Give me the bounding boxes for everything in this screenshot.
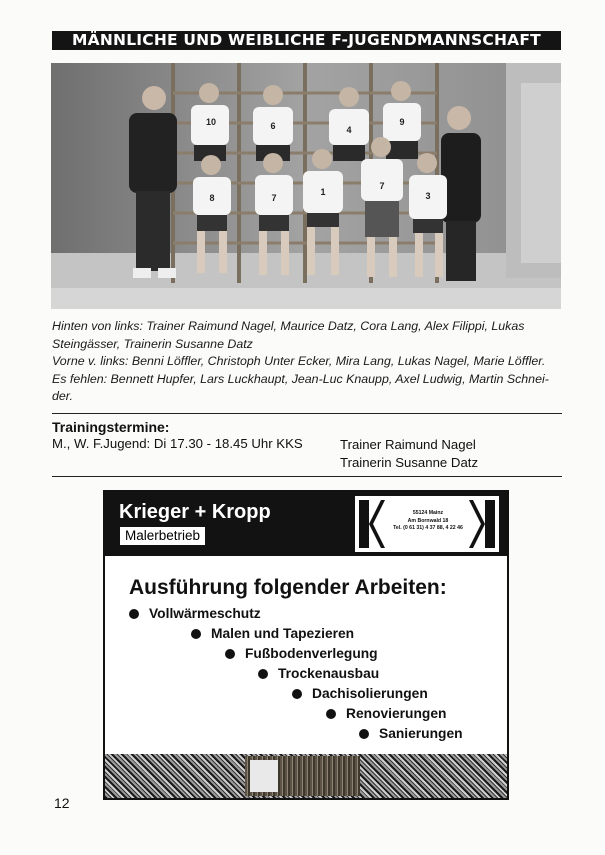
ad-header <box>105 492 507 556</box>
ad-trade: Malerbetrieb <box>120 527 205 545</box>
caption-back-row: Hinten von links: Trainer Raimund Nagel, Maurice Datz, Cora Lang, Alex Filippi, Lukas Steingässer, Trainerin Susanne Datz <box>52 319 525 351</box>
ad-decorative-strip <box>105 754 507 798</box>
ad-address-phone: Tel. (0 61 31) 4 37 88, 4 22 46 <box>393 525 463 531</box>
trainer-2: Trainerin Susanne Datz <box>340 455 479 470</box>
bullet-icon <box>292 689 302 699</box>
service-item <box>225 646 378 661</box>
jersey-number: 10 <box>205 117 217 127</box>
ad-address <box>377 510 479 533</box>
jersey-number: 1 <box>320 187 326 197</box>
divider-top <box>52 413 562 414</box>
page-number: 12 <box>54 795 70 811</box>
service-item <box>191 626 354 641</box>
ad-logo <box>355 496 499 552</box>
trainer-1: Trainer Raimund Nagel <box>340 437 476 452</box>
advertisement <box>103 490 509 800</box>
jersey-number: 8 <box>209 193 215 203</box>
jersey-number: 3 <box>425 191 431 201</box>
page-title: MÄNNLICHE UND WEIBLICHE F-JUGENDMANNSCHAFT <box>52 31 561 50</box>
photo-caption <box>52 318 564 406</box>
ad-company-name: Krieger + Kropp <box>119 501 271 523</box>
bullet-icon <box>129 609 139 619</box>
training-schedule: M., W. F.Jugend: Di 17.30 - 18.45 Uhr KKS <box>52 436 303 451</box>
divider-bottom <box>52 476 562 477</box>
team-photo <box>51 63 561 309</box>
training-heading: Trainingstermine: <box>52 419 170 435</box>
jersey-number: 4 <box>346 125 352 135</box>
service-item <box>292 686 428 701</box>
caption-missing: Es fehlen: Bennett Hupfer, Lars Luckhaupt, Jean-Luc Knaupp, Axel Ludwig, Martin Schnei-der. <box>52 371 549 404</box>
jersey-number: 9 <box>399 117 405 127</box>
ad-headline: Ausführung folgender Arbeiten: <box>129 576 447 599</box>
bullet-icon <box>258 669 268 679</box>
service-item <box>359 726 463 741</box>
bullet-icon <box>225 649 235 659</box>
service-label: Fußbodenverlegung <box>245 646 378 661</box>
bullet-icon <box>191 629 201 639</box>
ad-address-street: Am Bornwald 18 <box>407 517 449 524</box>
ad-address-city: 55124 Mainz <box>412 510 444 516</box>
jersey-number: 7 <box>379 181 385 191</box>
service-label: Renovierungen <box>346 706 447 721</box>
jersey-number: 7 <box>271 193 277 203</box>
service-label: Vollwärmeschutz <box>149 606 261 621</box>
bullet-icon <box>359 729 369 739</box>
bullet-icon <box>326 709 336 719</box>
service-label: Malen und Tapezieren <box>211 626 355 641</box>
service-label: Trockenausbau <box>278 666 380 681</box>
training-trainers <box>340 436 478 472</box>
caption-front-row: Vorne v. links: Benni Löffler, Christoph Unter Ecker, Mira Lang, Lukas Nagel, Marie Löffler. <box>52 354 546 369</box>
service-item <box>258 666 379 681</box>
ad-strip-paper <box>250 760 278 792</box>
service-item <box>326 706 446 721</box>
service-label: Sanierungen <box>379 726 463 741</box>
jersey-number: 6 <box>270 121 276 131</box>
team-photo-image <box>51 63 561 309</box>
service-label: Dachisolierungen <box>312 686 428 701</box>
service-item <box>129 606 261 621</box>
